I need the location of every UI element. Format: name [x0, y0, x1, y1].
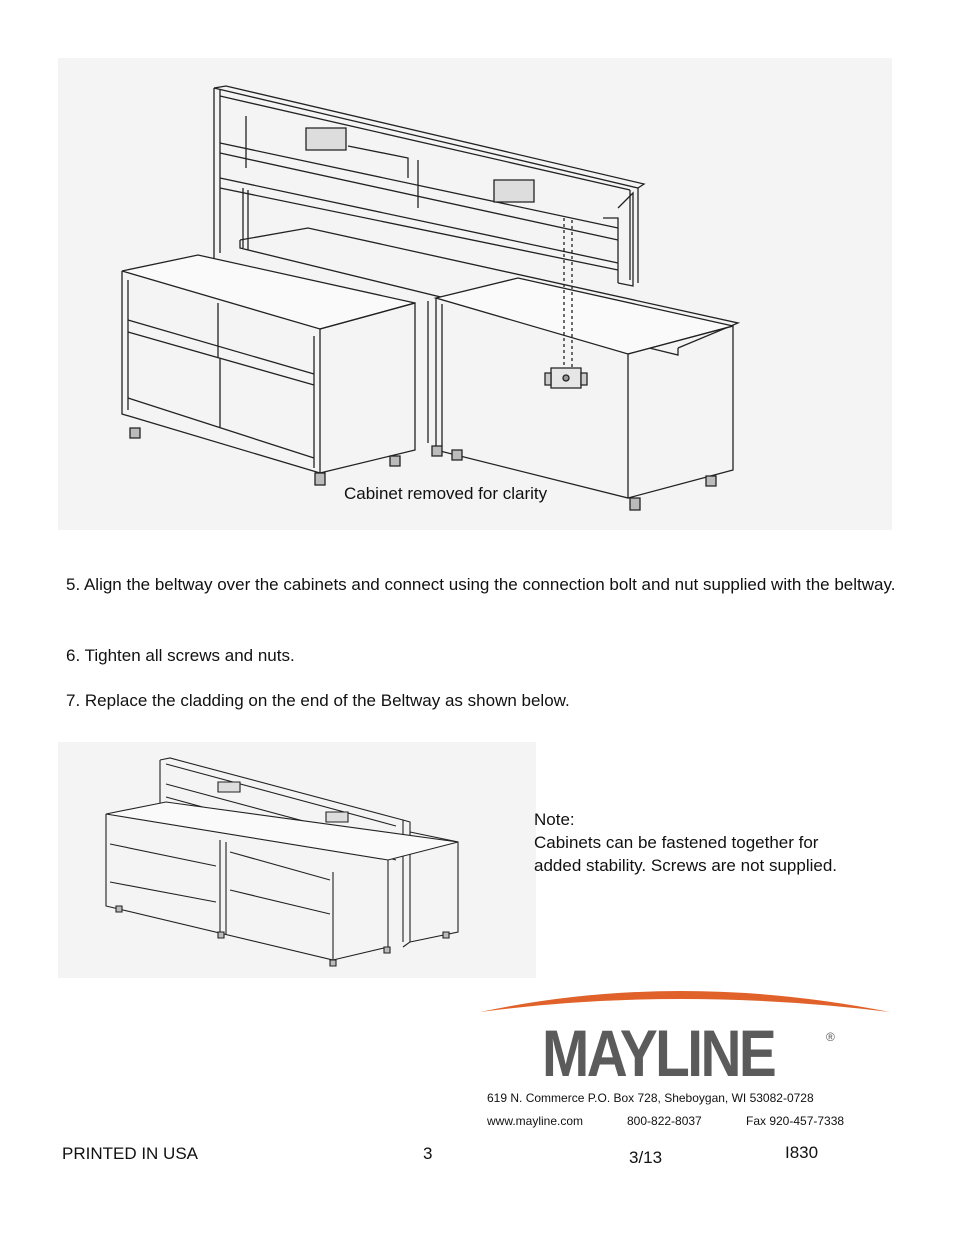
step-5-text: 5. Align the beltway over the cabinets and connect using the connection bolt and nut supplied with the beltway. — [66, 575, 896, 594]
step-6-text: 6. Tighten all screws and nuts. — [66, 646, 295, 665]
note-line-2: added stability. Screws are not supplied. — [534, 856, 838, 875]
document-code: I830 — [785, 1143, 819, 1162]
registered-mark: ® — [826, 1030, 835, 1044]
beltway-cabinet-drawing — [58, 58, 892, 530]
fax: Fax 920-457-7338 — [746, 1114, 845, 1128]
assembly-illustration-bottom — [58, 742, 536, 978]
phone: 800-822-8037 — [627, 1114, 702, 1128]
page-number: 3 — [423, 1144, 433, 1163]
assembled-workstation-drawing — [58, 742, 536, 978]
note-block — [534, 808, 837, 877]
printed-in-usa: PRINTED IN USA — [62, 1144, 199, 1163]
logo-wordmark: MAYLINE — [542, 1016, 775, 1090]
figure-caption: Cabinet removed for clarity — [344, 484, 548, 503]
address-line: 619 N. Commerce P.O. Box 728, Sheboygan, WI 53082-0728 — [487, 1091, 814, 1105]
note-title: Note: — [534, 810, 575, 829]
website: www.mayline.com — [487, 1114, 584, 1128]
assembly-illustration-top — [58, 58, 892, 530]
logo-swoosh-icon — [478, 980, 892, 1020]
note-line-1: Cabinets can be fastened together for — [534, 833, 819, 852]
print-date: 3/13 — [629, 1148, 663, 1167]
step-7-text: 7. Replace the cladding on the end of the Beltway as shown below. — [66, 691, 570, 710]
mayline-logo — [478, 980, 892, 1090]
